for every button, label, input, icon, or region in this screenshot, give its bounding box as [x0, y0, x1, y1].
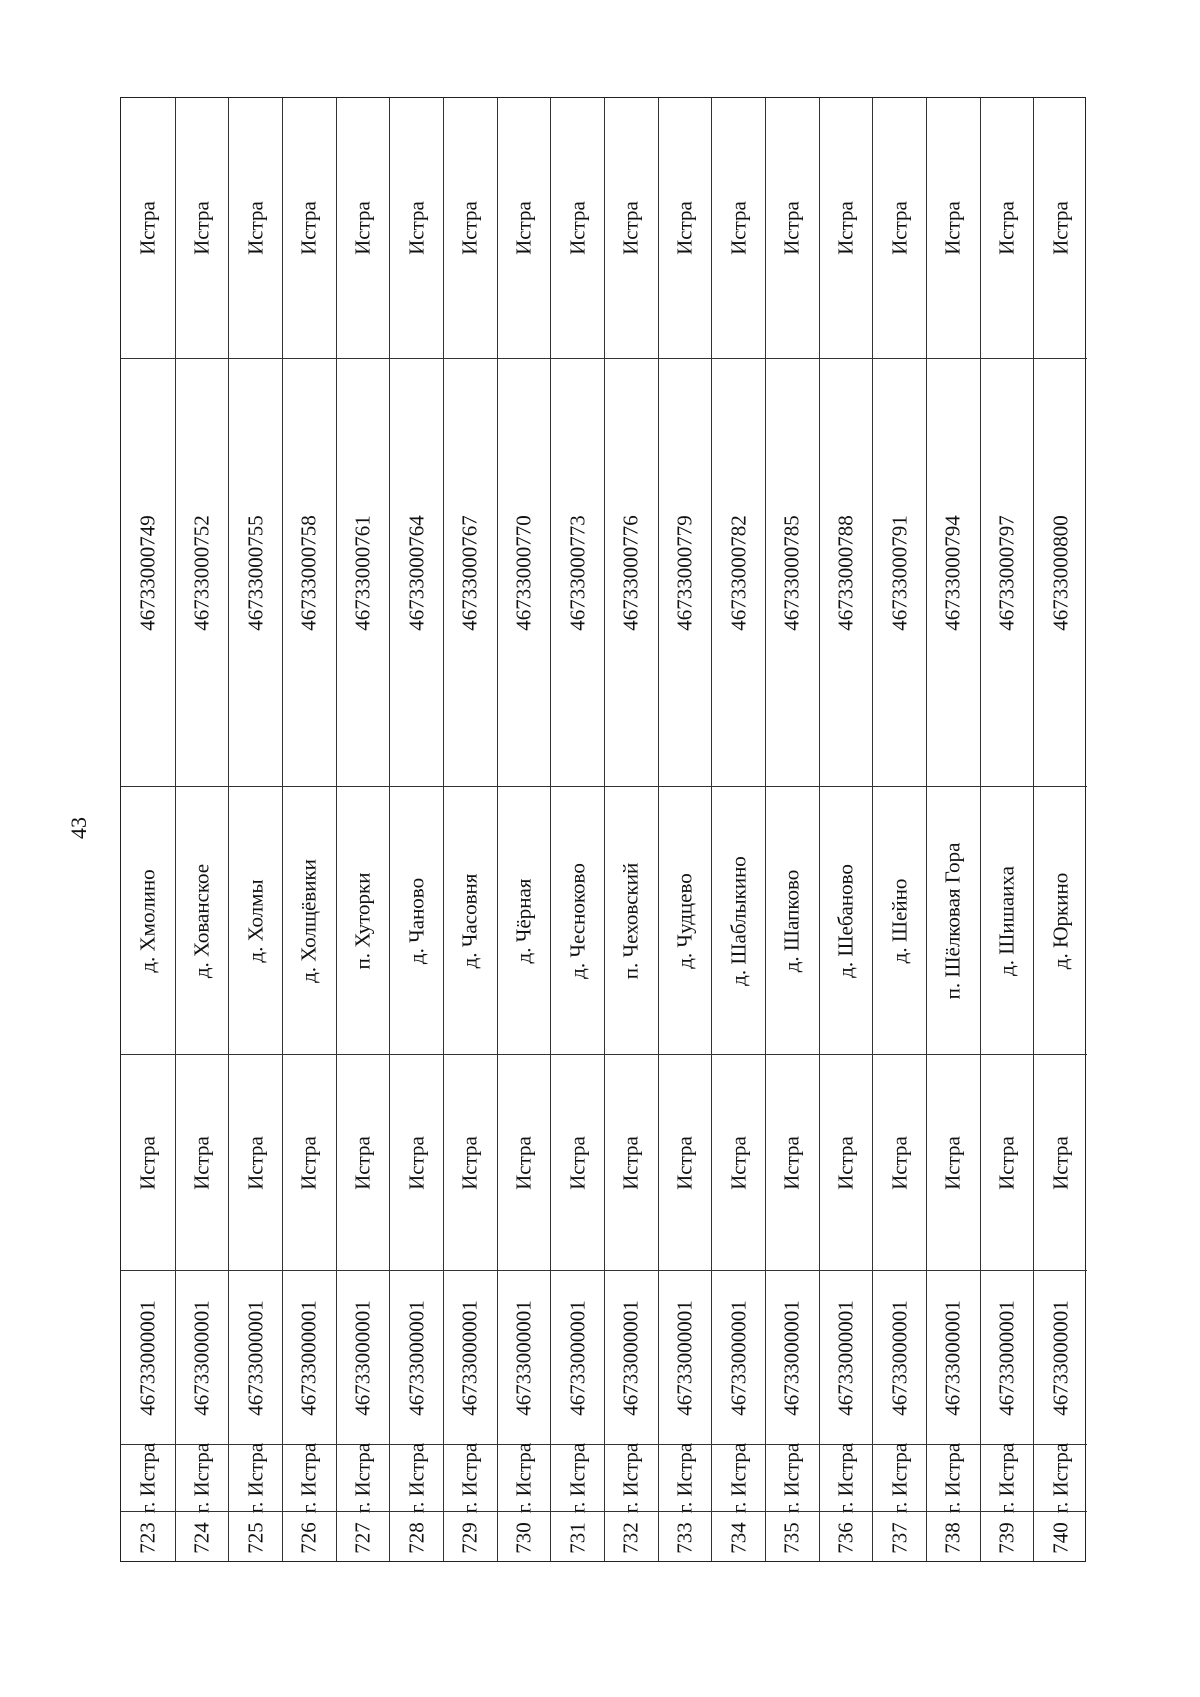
settlement-name-text: д. Холмы: [243, 878, 268, 963]
settlement-name-cell: [659, 786, 712, 1054]
admin-center-cell: [605, 98, 658, 358]
settlement-name-text: д. Шишаиха: [994, 865, 1019, 976]
settlement-code-text: 46733000782: [726, 514, 751, 631]
admin-center-cell: [927, 98, 980, 358]
table-row: [282, 98, 336, 1561]
row-number-text: 737: [887, 1522, 912, 1554]
settlement-name-text: п. Шёлковая Гора: [940, 842, 965, 999]
settlement-name-text: д. Хованское: [189, 863, 214, 978]
table-row: [228, 98, 282, 1561]
row-number-text: 739: [994, 1522, 1019, 1554]
municipality-cell: [1034, 1442, 1087, 1514]
settlement-name-cell: [444, 786, 497, 1054]
center-cell: [283, 1054, 336, 1270]
center-text: Истра: [887, 1135, 912, 1190]
settlement-code-cell: [659, 358, 712, 786]
settlement-code-cell: [444, 358, 497, 786]
settlement-code-text: 46733000797: [994, 514, 1019, 631]
municipality-text: г. Истра: [511, 1442, 536, 1514]
municipality-code-text: 46733000001: [404, 1299, 429, 1416]
settlement-name-cell: [498, 786, 551, 1054]
settlement-code-cell: [337, 358, 390, 786]
municipality-code-cell: [659, 1270, 712, 1444]
row-number-text: 734: [726, 1522, 751, 1554]
settlement-code-cell: [551, 358, 604, 786]
settlement-name-text: п. Хуторки: [350, 872, 375, 969]
row-number-cell: [605, 1511, 658, 1563]
row-number-cell: [927, 1511, 980, 1563]
row-number-cell: [121, 1511, 175, 1563]
admin-center-text: Истра: [565, 201, 590, 255]
admin-center-text: Истра: [726, 201, 751, 255]
row-number-text: 728: [404, 1522, 429, 1554]
center-text: Истра: [457, 1135, 482, 1190]
municipality-text: г. Истра: [565, 1442, 590, 1514]
settlement-name-text: д. Шаблыкино: [726, 855, 751, 986]
municipality-code-cell: [337, 1270, 390, 1444]
settlement-name-cell: [551, 786, 604, 1054]
settlement-name-text: д. Шапково: [779, 869, 804, 972]
admin-center-cell: [283, 98, 336, 358]
municipality-code-text: 46733000001: [1048, 1299, 1073, 1416]
center-text: Истра: [1048, 1135, 1073, 1190]
municipality-code-text: 46733000001: [672, 1299, 697, 1416]
settlements-table: [120, 97, 1086, 1562]
settlement-code-text: 46733000767: [457, 514, 482, 631]
settlement-name-text: д. Чёрная: [511, 878, 536, 963]
settlement-code-cell: [283, 358, 336, 786]
settlement-name-cell: [766, 786, 819, 1054]
center-text: Истра: [833, 1135, 858, 1190]
admin-center-cell: [390, 98, 443, 358]
table-row: [711, 98, 765, 1561]
table-row: [550, 98, 604, 1561]
settlement-code-text: 46733000758: [296, 514, 321, 631]
settlement-name-cell: [873, 786, 926, 1054]
settlement-name-text: д. Хмолино: [135, 868, 160, 973]
row-number-text: 731: [565, 1522, 590, 1554]
settlement-name-cell: [337, 786, 390, 1054]
center-text: Истра: [135, 1135, 160, 1190]
row-number-text: 725: [243, 1522, 268, 1554]
row-number-cell: [176, 1511, 229, 1563]
settlement-code-cell: [981, 358, 1034, 786]
row-number-text: 738: [940, 1522, 965, 1554]
municipality-code-text: 46733000001: [189, 1299, 214, 1416]
center-cell: [873, 1054, 926, 1270]
municipality-cell: [605, 1442, 658, 1514]
settlement-code-cell: [873, 358, 926, 786]
admin-center-text: Истра: [350, 201, 375, 255]
municipality-text: г. Истра: [833, 1442, 858, 1514]
table-row: [497, 98, 551, 1561]
table-row: [175, 98, 229, 1561]
admin-center-cell: [229, 98, 282, 358]
settlement-name-text: д. Холщёвики: [296, 858, 321, 983]
settlement-name-cell: [390, 786, 443, 1054]
admin-center-cell: [121, 98, 175, 358]
municipality-code-cell: [820, 1270, 873, 1444]
settlement-name-cell: [927, 786, 980, 1054]
row-number-cell: [712, 1511, 765, 1563]
center-cell: [659, 1054, 712, 1270]
table-row: [1033, 98, 1087, 1561]
row-number-text: 723: [135, 1522, 160, 1554]
admin-center-cell: [766, 98, 819, 358]
settlement-code-text: 46733000794: [940, 514, 965, 631]
table-row: [443, 98, 497, 1561]
municipality-text: г. Истра: [457, 1442, 482, 1514]
municipality-text: г. Истра: [887, 1442, 912, 1514]
center-text: Истра: [350, 1135, 375, 1190]
center-cell: [337, 1054, 390, 1270]
settlement-code-cell: [1034, 358, 1087, 786]
settlement-code-cell: [766, 358, 819, 786]
page-number: 43: [66, 817, 91, 839]
admin-center-cell: [659, 98, 712, 358]
settlement-name-cell: [820, 786, 873, 1054]
row-number-text: 732: [618, 1522, 643, 1554]
municipality-text: г. Истра: [672, 1442, 697, 1514]
municipality-cell: [766, 1442, 819, 1514]
settlement-name-cell: [712, 786, 765, 1054]
row-number-cell: [229, 1511, 282, 1563]
table-row: [872, 98, 926, 1561]
admin-center-cell: [498, 98, 551, 358]
center-cell: [927, 1054, 980, 1270]
settlement-code-text: 46733000773: [565, 514, 590, 631]
center-text: Истра: [618, 1135, 643, 1190]
admin-center-cell: [337, 98, 390, 358]
row-number-cell: [659, 1511, 712, 1563]
row-number-cell: [766, 1511, 819, 1563]
settlement-code-text: 46733000761: [350, 514, 375, 631]
municipality-text: г. Истра: [940, 1442, 965, 1514]
center-text: Истра: [511, 1135, 536, 1190]
municipality-cell: [229, 1442, 282, 1514]
municipality-code-text: 46733000001: [887, 1299, 912, 1416]
table-row: [658, 98, 712, 1561]
settlement-code-cell: [820, 358, 873, 786]
settlement-code-cell: [605, 358, 658, 786]
settlement-name-text: д. Юркино: [1048, 872, 1073, 969]
municipality-cell: [981, 1442, 1034, 1514]
center-text: Истра: [296, 1135, 321, 1190]
admin-center-text: Истра: [672, 201, 697, 255]
settlement-name-text: д. Чесноково: [565, 862, 590, 979]
admin-center-cell: [1034, 98, 1087, 358]
table-row: [819, 98, 873, 1561]
row-number-cell: [337, 1511, 390, 1563]
municipality-text: г. Истра: [618, 1442, 643, 1514]
settlement-name-text: п. Чеховский: [618, 862, 643, 979]
row-number-cell: [498, 1511, 551, 1563]
settlement-code-text: 46733000779: [672, 514, 697, 631]
center-cell: [605, 1054, 658, 1270]
admin-center-cell: [981, 98, 1034, 358]
municipality-code-cell: [981, 1270, 1034, 1444]
municipality-cell: [121, 1442, 175, 1514]
settlement-code-text: 46733000749: [135, 514, 160, 631]
municipality-text: г. Истра: [296, 1442, 321, 1514]
settlement-name-cell: [283, 786, 336, 1054]
municipality-code-cell: [121, 1270, 175, 1444]
municipality-cell: [444, 1442, 497, 1514]
municipality-code-text: 46733000001: [511, 1299, 536, 1416]
municipality-code-text: 46733000001: [350, 1299, 375, 1416]
admin-center-text: Истра: [296, 201, 321, 255]
settlement-code-cell: [712, 358, 765, 786]
row-number-text: 729: [457, 1522, 482, 1554]
municipality-text: г. Истра: [1048, 1442, 1073, 1514]
row-number-text: 736: [833, 1522, 858, 1554]
center-cell: [981, 1054, 1034, 1270]
settlement-name-cell: [981, 786, 1034, 1054]
settlement-name-text: д. Чудцево: [672, 872, 697, 969]
row-number-text: 735: [779, 1522, 804, 1554]
center-cell: [121, 1054, 175, 1270]
municipality-cell: [283, 1442, 336, 1514]
center-cell: [766, 1054, 819, 1270]
admin-center-cell: [444, 98, 497, 358]
settlement-code-cell: [176, 358, 229, 786]
center-cell: [444, 1054, 497, 1270]
center-text: Истра: [243, 1135, 268, 1190]
admin-center-cell: [551, 98, 604, 358]
settlement-code-cell: [390, 358, 443, 786]
municipality-cell: [820, 1442, 873, 1514]
settlement-name-cell: [176, 786, 229, 1054]
settlement-code-cell: [121, 358, 175, 786]
table-row: [926, 98, 980, 1561]
municipality-code-cell: [1034, 1270, 1087, 1444]
table-row: [980, 98, 1034, 1561]
municipality-code-text: 46733000001: [296, 1299, 321, 1416]
center-cell: [1034, 1054, 1087, 1270]
settlement-name-cell: [605, 786, 658, 1054]
municipality-code-cell: [444, 1270, 497, 1444]
row-number-cell: [820, 1511, 873, 1563]
admin-center-text: Истра: [833, 201, 858, 255]
settlement-name-text: д. Часовня: [457, 873, 482, 968]
center-text: Истра: [565, 1135, 590, 1190]
municipality-code-cell: [176, 1270, 229, 1444]
row-number-text: 726: [296, 1522, 321, 1554]
municipality-cell: [659, 1442, 712, 1514]
admin-center-text: Истра: [243, 201, 268, 255]
row-number-cell: [390, 1511, 443, 1563]
row-number-text: 733: [672, 1522, 697, 1554]
center-text: Истра: [994, 1135, 1019, 1190]
municipality-code-cell: [390, 1270, 443, 1444]
municipality-cell: [498, 1442, 551, 1514]
table-row: [389, 98, 443, 1561]
settlement-code-text: 46733000791: [887, 514, 912, 631]
municipality-code-text: 46733000001: [779, 1299, 804, 1416]
table-row: [765, 98, 819, 1561]
row-number-cell: [981, 1511, 1034, 1563]
admin-center-text: Истра: [887, 201, 912, 255]
settlement-code-text: 46733000788: [833, 514, 858, 631]
municipality-code-text: 46733000001: [994, 1299, 1019, 1416]
settlement-code-cell: [498, 358, 551, 786]
admin-center-text: Истра: [1048, 201, 1073, 255]
center-cell: [176, 1054, 229, 1270]
municipality-code-text: 46733000001: [833, 1299, 858, 1416]
row-number-cell: [444, 1511, 497, 1563]
municipality-cell: [390, 1442, 443, 1514]
center-text: Истра: [672, 1135, 697, 1190]
table-row: [121, 98, 175, 1561]
municipality-cell: [551, 1442, 604, 1514]
municipality-code-cell: [766, 1270, 819, 1444]
admin-center-text: Истра: [189, 201, 214, 255]
municipality-text: г. Истра: [726, 1442, 751, 1514]
settlement-code-text: 46733000770: [511, 514, 536, 631]
table-row: [604, 98, 658, 1561]
row-number-cell: [1034, 1511, 1087, 1563]
municipality-code-text: 46733000001: [457, 1299, 482, 1416]
municipality-code-text: 46733000001: [618, 1299, 643, 1416]
municipality-text: г. Истра: [994, 1442, 1019, 1514]
municipality-code-cell: [229, 1270, 282, 1444]
admin-center-cell: [820, 98, 873, 358]
admin-center-text: Истра: [135, 201, 160, 255]
municipality-code-text: 46733000001: [726, 1299, 751, 1416]
settlement-name-text: д. Шебаново: [833, 863, 858, 978]
row-number-cell: [283, 1511, 336, 1563]
municipality-text: г. Истра: [135, 1442, 160, 1514]
municipality-cell: [176, 1442, 229, 1514]
admin-center-text: Истра: [511, 201, 536, 255]
center-text: Истра: [189, 1135, 214, 1190]
municipality-code-cell: [551, 1270, 604, 1444]
municipality-cell: [873, 1442, 926, 1514]
municipality-code-text: 46733000001: [940, 1299, 965, 1416]
admin-center-text: Истра: [994, 201, 1019, 255]
admin-center-cell: [712, 98, 765, 358]
row-number-cell: [551, 1511, 604, 1563]
municipality-cell: [337, 1442, 390, 1514]
settlement-code-cell: [927, 358, 980, 786]
center-cell: [712, 1054, 765, 1270]
municipality-text: г. Истра: [243, 1442, 268, 1514]
row-number-cell: [873, 1511, 926, 1563]
municipality-code-cell: [927, 1270, 980, 1444]
municipality-code-cell: [873, 1270, 926, 1444]
settlement-name-text: д. Шейно: [887, 878, 912, 963]
municipality-code-text: 46733000001: [135, 1299, 160, 1416]
row-number-text: 724: [189, 1522, 214, 1554]
municipality-code-text: 46733000001: [565, 1299, 590, 1416]
admin-center-text: Истра: [404, 201, 429, 255]
municipality-code-cell: [605, 1270, 658, 1444]
municipality-code-cell: [712, 1270, 765, 1444]
row-number-text: 740: [1048, 1522, 1073, 1554]
center-text: Истра: [726, 1135, 751, 1190]
settlement-code-text: 46733000755: [243, 514, 268, 631]
settlement-name-cell: [1034, 786, 1087, 1054]
table-row: [336, 98, 390, 1561]
municipality-cell: [927, 1442, 980, 1514]
row-number-text: 727: [350, 1522, 375, 1554]
admin-center-text: Истра: [457, 201, 482, 255]
center-text: Истра: [940, 1135, 965, 1190]
settlement-code-text: 46733000800: [1048, 514, 1073, 631]
center-cell: [229, 1054, 282, 1270]
admin-center-cell: [873, 98, 926, 358]
municipality-text: г. Истра: [404, 1442, 429, 1514]
municipality-text: г. Истра: [350, 1442, 375, 1514]
settlement-code-text: 46733000764: [404, 514, 429, 631]
center-cell: [498, 1054, 551, 1270]
settlement-code-cell: [229, 358, 282, 786]
municipality-code-cell: [498, 1270, 551, 1444]
center-cell: [820, 1054, 873, 1270]
municipality-code-text: 46733000001: [243, 1299, 268, 1416]
center-text: Истра: [779, 1135, 804, 1190]
settlement-name-cell: [229, 786, 282, 1054]
municipality-text: г. Истра: [189, 1442, 214, 1514]
admin-center-text: Истра: [940, 201, 965, 255]
center-text: Истра: [404, 1135, 429, 1190]
municipality-code-cell: [283, 1270, 336, 1444]
admin-center-text: Истра: [779, 201, 804, 255]
municipality-text: г. Истра: [779, 1442, 804, 1514]
row-number-text: 730: [511, 1522, 536, 1554]
center-cell: [551, 1054, 604, 1270]
admin-center-cell: [176, 98, 229, 358]
settlement-name-text: д. Чаново: [404, 877, 429, 964]
settlement-name-cell: [121, 786, 175, 1054]
admin-center-text: Истра: [618, 201, 643, 255]
center-cell: [390, 1054, 443, 1270]
settlement-code-text: 46733000752: [189, 514, 214, 631]
municipality-cell: [712, 1442, 765, 1514]
settlement-code-text: 46733000785: [779, 514, 804, 631]
settlement-code-text: 46733000776: [618, 514, 643, 631]
